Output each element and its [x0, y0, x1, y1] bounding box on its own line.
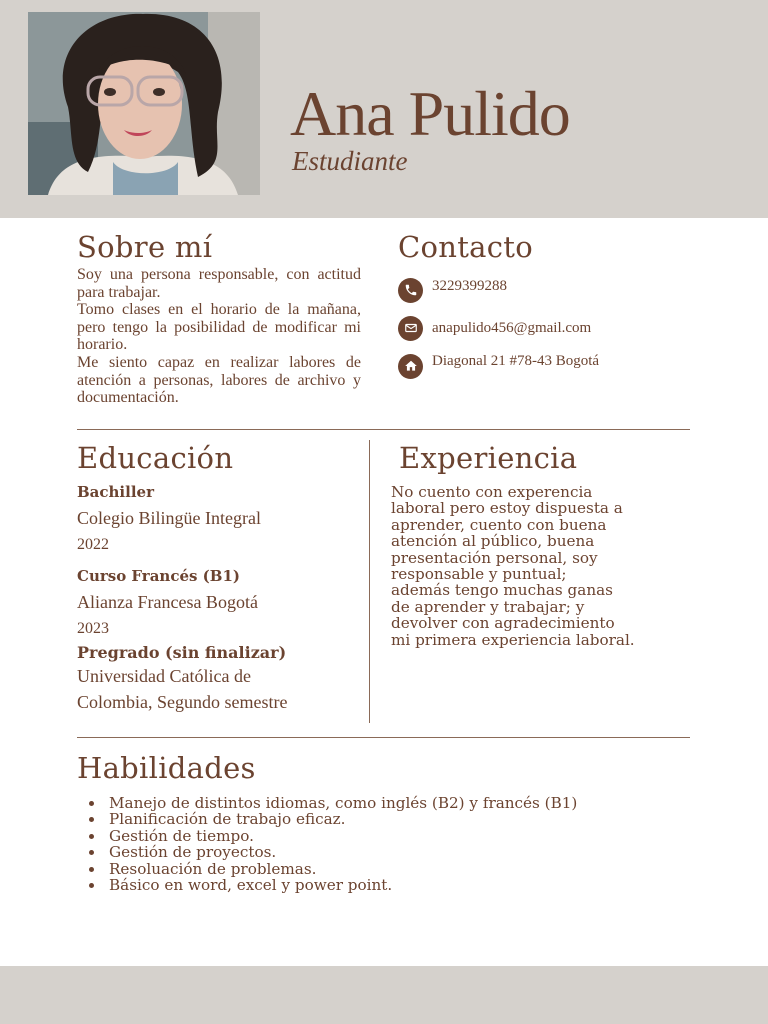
education-institution: Colegio Bilingüe Integral [77, 508, 261, 528]
skill-item [88, 828, 688, 844]
education-label: Bachiller [77, 483, 154, 501]
contact-address: Diagonal 21 #78-43 Bogotá [432, 352, 600, 369]
skill-text: Planificación de trabajo eficaz. [109, 810, 346, 829]
bullet-icon [89, 850, 94, 855]
skill-text: Manejo de distintos idiomas, como inglés (B2) y francés (B1) [109, 794, 578, 812]
experience-text [391, 484, 659, 648]
education-heading: Educación [77, 441, 234, 475]
experience-line: atención al público, buena [391, 532, 595, 551]
education-label: Pregrado (sin finalizar) [77, 643, 287, 662]
contact-heading: Contacto [398, 230, 534, 264]
envelope-icon [398, 316, 423, 341]
skill-item [88, 861, 688, 877]
person-role: Estudiante [292, 146, 408, 176]
skill-text: Gestión de tiempo. [109, 826, 254, 845]
about-heading: Sobre mí [77, 230, 213, 264]
bullet-icon [89, 867, 94, 872]
skill-text: Básico en word, excel y power point. [109, 876, 393, 895]
experience-line: además tengo muchas ganas [391, 581, 613, 600]
bullet-icon [89, 817, 94, 822]
about-text [77, 266, 361, 407]
experience-line: responsable y puntual; [391, 565, 567, 584]
skill-item [88, 877, 688, 893]
education-institution: Colombia, Segundo semestre [77, 692, 288, 712]
education-label: Curso Francés (B1) [77, 567, 240, 585]
experience-line: mi primera experiencia laboral. [391, 630, 635, 649]
section-divider [77, 737, 690, 738]
contact-address-row [398, 353, 599, 379]
bullet-icon [89, 883, 94, 888]
skills-heading: Habilidades [77, 751, 256, 785]
footer-band [0, 966, 768, 1024]
skill-item [88, 795, 688, 811]
education-institution: Universidad Católica de [77, 666, 251, 686]
column-divider [369, 440, 370, 723]
about-paragraph: Soy una persona responsable, con actitud para trabajar. [77, 266, 361, 301]
skill-item [88, 844, 688, 860]
skill-text: Resoluación de problemas. [109, 859, 317, 878]
experience-line: No cuento con experencia [391, 483, 593, 501]
skill-text: Gestión de proyectos. [109, 843, 277, 862]
contact-phone: 3229399288 [432, 277, 507, 294]
experience-line: aprender, cuento con buena [391, 515, 607, 534]
bullet-icon [89, 801, 94, 806]
contact-email: anapulido456@gmail.com [432, 319, 592, 336]
contact-phone-row [398, 277, 507, 303]
experience-line: de aprender y trabajar; y [391, 597, 585, 616]
experience-line: presentación personal, soy [391, 548, 598, 567]
person-name: Ana Pulido [290, 78, 570, 149]
experience-line: devolver con agradecimiento [391, 614, 615, 633]
skill-item [88, 811, 688, 827]
skills-list [88, 795, 688, 893]
section-divider [77, 429, 690, 430]
home-icon [398, 354, 423, 379]
phone-icon [398, 278, 423, 303]
bullet-icon [89, 834, 94, 839]
experience-line: laboral pero estoy dispuesta a [391, 499, 623, 518]
about-paragraph: Tomo clases en el horario de la mañana, pero tengo la posibilidad de modificar mi horario. [77, 301, 361, 354]
experience-heading: Experiencia [399, 441, 578, 475]
contact-email-row [398, 315, 591, 341]
profile-photo [28, 12, 260, 195]
education-institution: Alianza Francesa Bogotá [77, 592, 258, 612]
about-paragraph: Me siento capaz en realizar labores de atención a personas, labores de archivo y documentación. [77, 353, 361, 407]
education-year: 2022 [77, 536, 109, 553]
education-year: 2023 [77, 620, 109, 637]
